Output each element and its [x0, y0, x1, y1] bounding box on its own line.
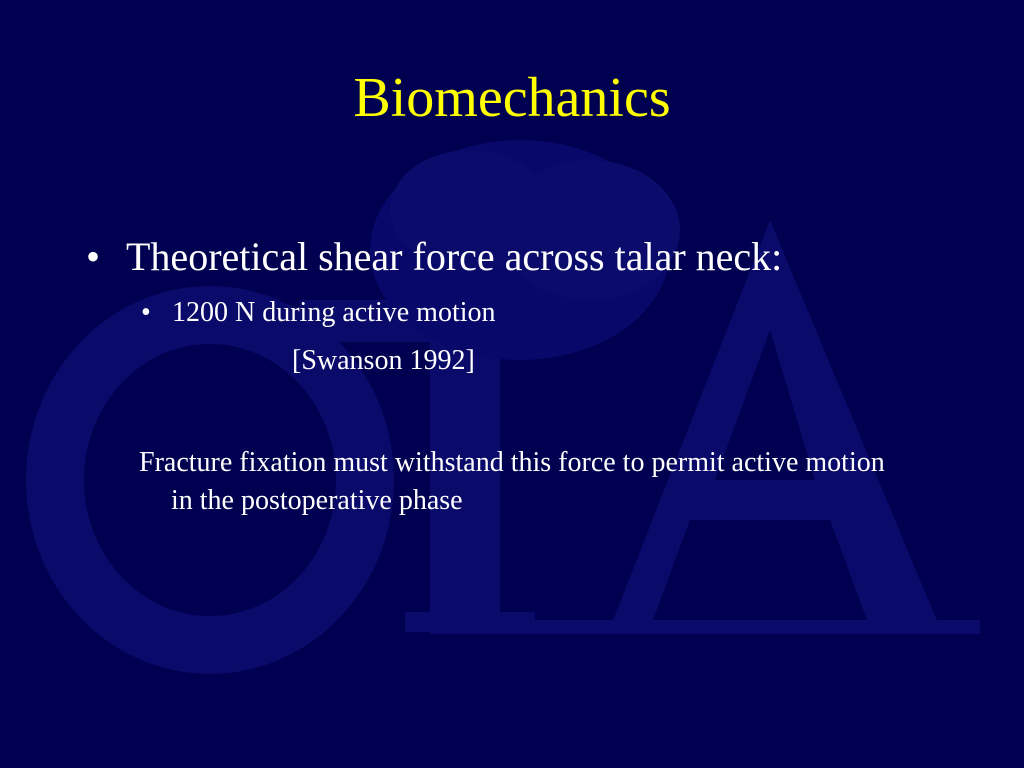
bullet-level1-text: Theoretical shear force across talar neck:	[126, 234, 783, 279]
citation: [Swanson 1992]	[292, 345, 475, 376]
bullet-level2-marker: •	[141, 297, 151, 328]
slide-title: Biomechanics	[353, 67, 671, 129]
bullet-level1-marker: •	[86, 234, 101, 279]
bullet-level1	[86, 232, 782, 282]
body-paragraph: Fracture fixation must withstand this force to permit active motion in the postoperative phase	[139, 447, 885, 516]
bullet-level2	[141, 296, 496, 330]
bullet-level2-text: 1200 N during active motion	[172, 297, 496, 328]
